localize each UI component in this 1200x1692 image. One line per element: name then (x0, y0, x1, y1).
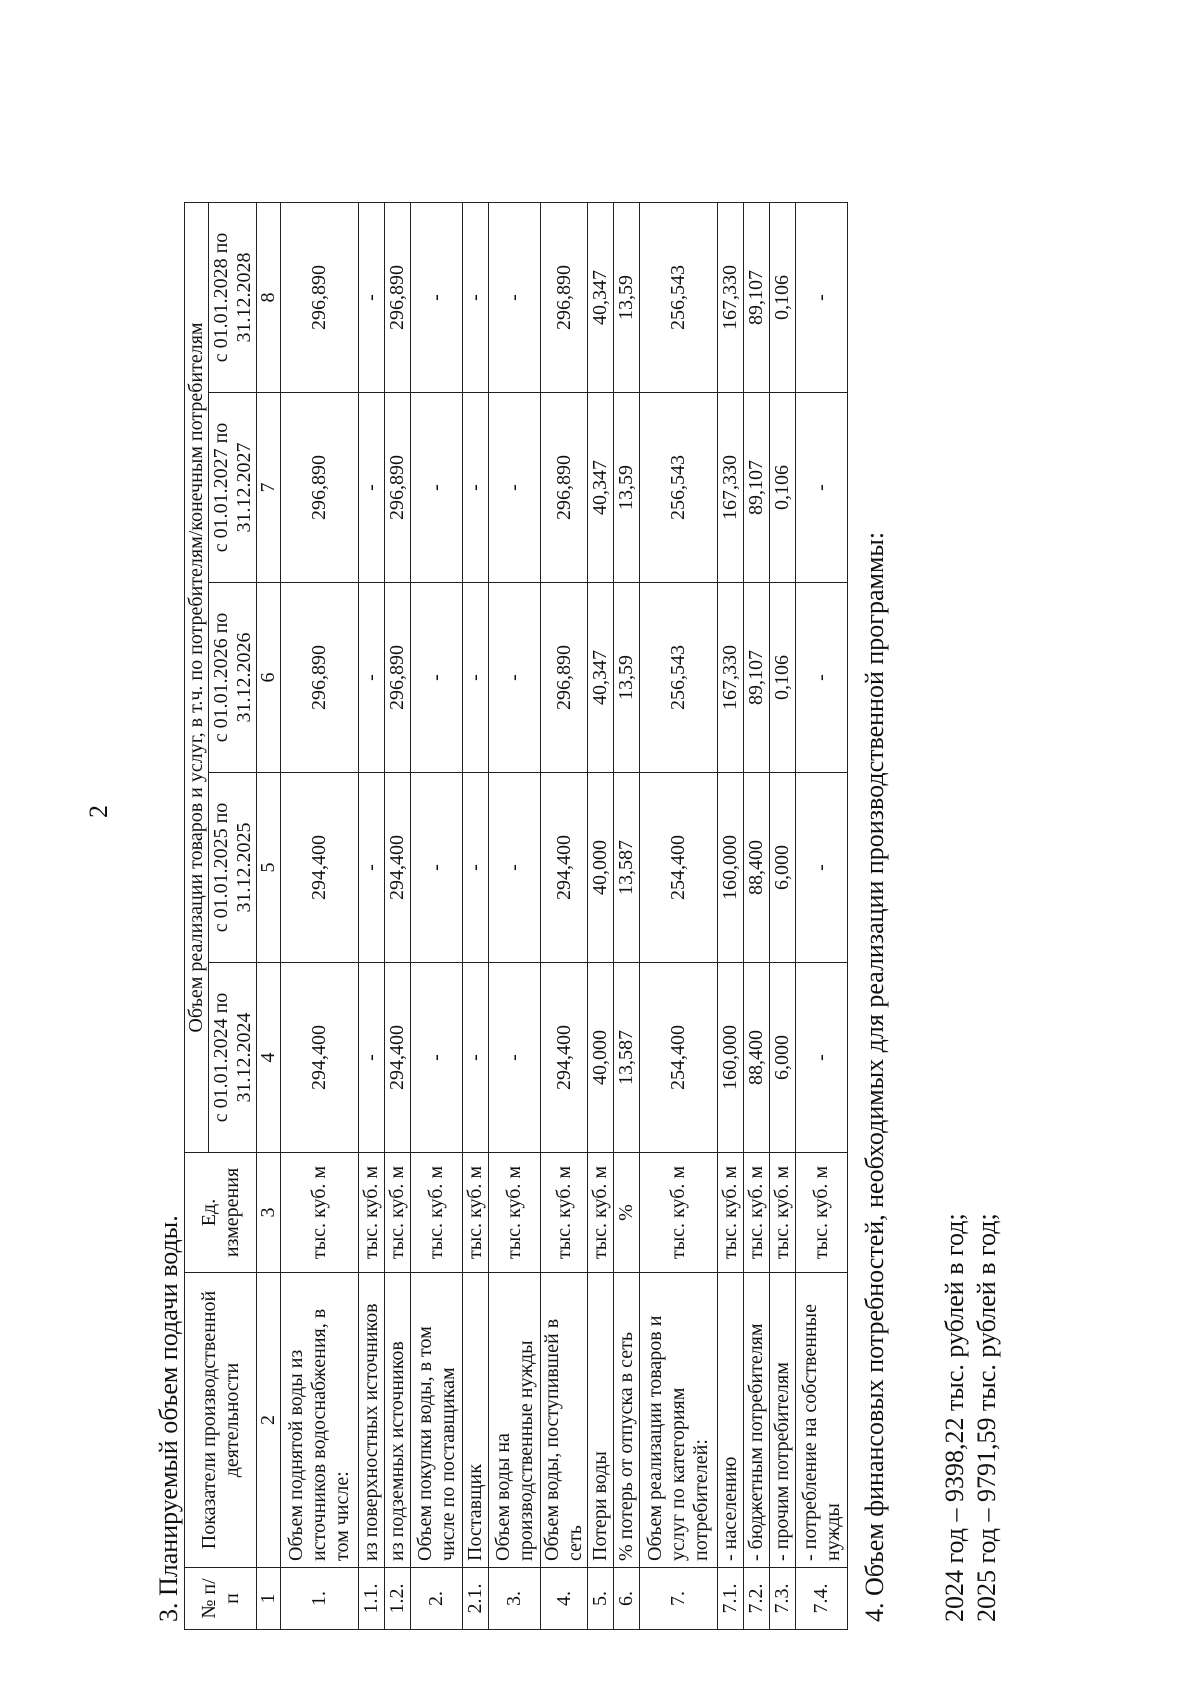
header-period-2024: с 01.01.2024 по 31.12.2024 (209, 963, 257, 1153)
table-row (796, 203, 848, 1630)
value-2026: - (359, 583, 385, 773)
value-2024: 160,000 (718, 963, 744, 1153)
financial-line-2024: 2024 год – 9398,22 тыс. рублей в год; (940, 1213, 969, 1622)
row-unit: тыс. куб. м (640, 1153, 718, 1273)
value-2024: 254,400 (640, 963, 718, 1153)
col-number: 3 (257, 1153, 281, 1273)
value-2026: - (489, 583, 541, 773)
value-2027: 0,106 (770, 393, 796, 583)
row-name: Объем воды на производственные нужды (489, 1273, 541, 1568)
col-number: 5 (257, 773, 281, 963)
value-2028: 167,330 (718, 203, 744, 393)
value-2024: - (463, 963, 489, 1153)
value-2027: 296,890 (385, 393, 411, 583)
row-name: Объем покупки воды, в том числе по поставщикам (411, 1273, 463, 1568)
value-2026: 0,106 (770, 583, 796, 773)
col-number: 1 (257, 1568, 281, 1630)
value-2024: 13,587 (614, 963, 640, 1153)
value-2025: 254,400 (640, 773, 718, 963)
header-period-2028: с 01.01.2028 по 31.12.2028 (209, 203, 257, 393)
value-2028: 89,107 (744, 203, 770, 393)
value-2026: 40,347 (588, 583, 614, 773)
row-unit: тыс. куб. м (718, 1153, 744, 1273)
row-num: 7. (640, 1568, 718, 1630)
table-row (281, 203, 359, 1630)
section-3-title: 3. Планируемый объем подачи воды. (154, 1215, 183, 1622)
table-row (640, 203, 718, 1630)
row-name: - бюджетным потребителям (744, 1273, 770, 1568)
value-2025: 294,400 (281, 773, 359, 963)
value-2027: 40,347 (588, 393, 614, 583)
row-name: Объем поднятой воды из источников водоснабжения, в том числе: (281, 1273, 359, 1568)
value-2026: - (796, 583, 848, 773)
value-2025: 13,587 (614, 773, 640, 963)
value-2025: 294,400 (541, 773, 588, 963)
row-name: - потребление на собственные нужды (796, 1273, 848, 1568)
row-unit: тыс. куб. м (463, 1153, 489, 1273)
value-2028: - (463, 203, 489, 393)
value-2024: 6,000 (770, 963, 796, 1153)
row-name: - прочим потребителям (770, 1273, 796, 1568)
value-2025: 294,400 (385, 773, 411, 963)
col-number: 7 (257, 393, 281, 583)
value-2026: - (411, 583, 463, 773)
value-2027: 296,890 (541, 393, 588, 583)
value-2025: - (411, 773, 463, 963)
value-2025: - (489, 773, 541, 963)
value-2026: - (463, 583, 489, 773)
row-num: 1.2. (385, 1568, 411, 1630)
row-num: 7.4. (796, 1568, 848, 1630)
row-unit: тыс. куб. м (385, 1153, 411, 1273)
row-name: из поверхностных источников (359, 1273, 385, 1568)
value-2024: 294,400 (385, 963, 411, 1153)
value-2027: - (463, 393, 489, 583)
value-2028: 40,347 (588, 203, 614, 393)
header-period-2027: с 01.01.2027 по 31.12.2027 (209, 393, 257, 583)
header-period-2025: с 01.01.2025 по 31.12.2025 (209, 773, 257, 963)
value-2027: 296,890 (281, 393, 359, 583)
row-unit: тыс. куб. м (359, 1153, 385, 1273)
row-num: 2.1. (463, 1568, 489, 1630)
row-unit: % (614, 1153, 640, 1273)
table-row (614, 203, 640, 1630)
table-row (541, 203, 588, 1630)
value-2028: 296,890 (541, 203, 588, 393)
row-unit: тыс. куб. м (744, 1153, 770, 1273)
table-row (359, 203, 385, 1630)
rotated-page-content (150, 40, 1070, 1630)
row-unit: тыс. куб. м (489, 1153, 541, 1273)
value-2026: 13,59 (614, 583, 640, 773)
row-unit: тыс. куб. м (281, 1153, 359, 1273)
header-period-2026: с 01.01.2026 по 31.12.2026 (209, 583, 257, 773)
column-number-row (257, 203, 281, 1630)
value-2025: 40,000 (588, 773, 614, 963)
value-2026: 296,890 (281, 583, 359, 773)
row-num: 7.1. (718, 1568, 744, 1630)
table-row (463, 203, 489, 1630)
row-name: Объем воды, поступившей в сеть (541, 1273, 588, 1568)
row-num: 2. (411, 1568, 463, 1630)
value-2027: 256,543 (640, 393, 718, 583)
financial-line-2025: 2025 год – 9791,59 тыс. рублей в год; (972, 1213, 1001, 1622)
col-number: 8 (257, 203, 281, 393)
row-unit: тыс. куб. м (770, 1153, 796, 1273)
value-2028: - (796, 203, 848, 393)
value-2028: 0,106 (770, 203, 796, 393)
value-2025: 160,000 (718, 773, 744, 963)
value-2025: - (463, 773, 489, 963)
row-num: 4. (541, 1568, 588, 1630)
table-row (770, 203, 796, 1630)
value-2028: - (489, 203, 541, 393)
value-2026: 296,890 (541, 583, 588, 773)
row-name: % потерь от отпуска в сеть (614, 1273, 640, 1568)
row-num: 5. (588, 1568, 614, 1630)
table-row (718, 203, 744, 1630)
col-number: 4 (257, 963, 281, 1153)
row-num: 1. (281, 1568, 359, 1630)
value-2028: 296,890 (385, 203, 411, 393)
water-supply-table (184, 202, 848, 1630)
row-unit: тыс. куб. м (588, 1153, 614, 1273)
row-unit: тыс. куб. м (541, 1153, 588, 1273)
value-2025: 88,400 (744, 773, 770, 963)
value-2026: 89,107 (744, 583, 770, 773)
row-num: 7.2. (744, 1568, 770, 1630)
value-2027: 89,107 (744, 393, 770, 583)
header-indicator: Показатели производственной деятельности (185, 1273, 257, 1568)
table-row (385, 203, 411, 1630)
table-row (489, 203, 541, 1630)
row-name: - населению (718, 1273, 744, 1568)
row-name: Потери воды (588, 1273, 614, 1568)
value-2024: - (411, 963, 463, 1153)
value-2026: 296,890 (385, 583, 411, 773)
row-num: 7.3. (770, 1568, 796, 1630)
table-row (411, 203, 463, 1630)
value-2024: 40,000 (588, 963, 614, 1153)
value-2028: - (359, 203, 385, 393)
row-name: из подземных источников (385, 1273, 411, 1568)
header-num: № п/п (185, 1568, 257, 1630)
value-2027: - (796, 393, 848, 583)
header-unit: Ед. измерения (185, 1153, 257, 1273)
value-2024: - (489, 963, 541, 1153)
value-2026: 167,330 (718, 583, 744, 773)
value-2027: 13,59 (614, 393, 640, 583)
value-2024: 294,400 (541, 963, 588, 1153)
col-number: 6 (257, 583, 281, 773)
value-2026: 256,543 (640, 583, 718, 773)
value-2028: 256,543 (640, 203, 718, 393)
value-2025: - (359, 773, 385, 963)
row-num: 3. (489, 1568, 541, 1630)
value-2027: - (411, 393, 463, 583)
header-volume-group: Объем реализации товаров и услуг, в т.ч. по потребителям/конечным потребителям (185, 203, 209, 1153)
value-2027: - (489, 393, 541, 583)
section-4-title: 4. Объем финансовых потребностей, необходимых для реализации производственной программы: (860, 531, 889, 1622)
table-row (744, 203, 770, 1630)
row-num: 6. (614, 1568, 640, 1630)
value-2027: - (359, 393, 385, 583)
value-2024: 294,400 (281, 963, 359, 1153)
col-number: 2 (257, 1273, 281, 1568)
row-num: 1.1. (359, 1568, 385, 1630)
value-2027: 167,330 (718, 393, 744, 583)
value-2028: 296,890 (281, 203, 359, 393)
value-2024: - (359, 963, 385, 1153)
value-2028: 13,59 (614, 203, 640, 393)
row-unit: тыс. куб. м (796, 1153, 848, 1273)
page-number: 2 (84, 805, 113, 818)
value-2024: 88,400 (744, 963, 770, 1153)
table-row (588, 203, 614, 1630)
value-2024: - (796, 963, 848, 1153)
value-2025: - (796, 773, 848, 963)
row-name: Объем реализации товаров и услуг по категориям потребителей: (640, 1273, 718, 1568)
row-unit: тыс. куб. м (411, 1153, 463, 1273)
value-2028: - (411, 203, 463, 393)
row-name: Поставщик (463, 1273, 489, 1568)
value-2025: 6,000 (770, 773, 796, 963)
